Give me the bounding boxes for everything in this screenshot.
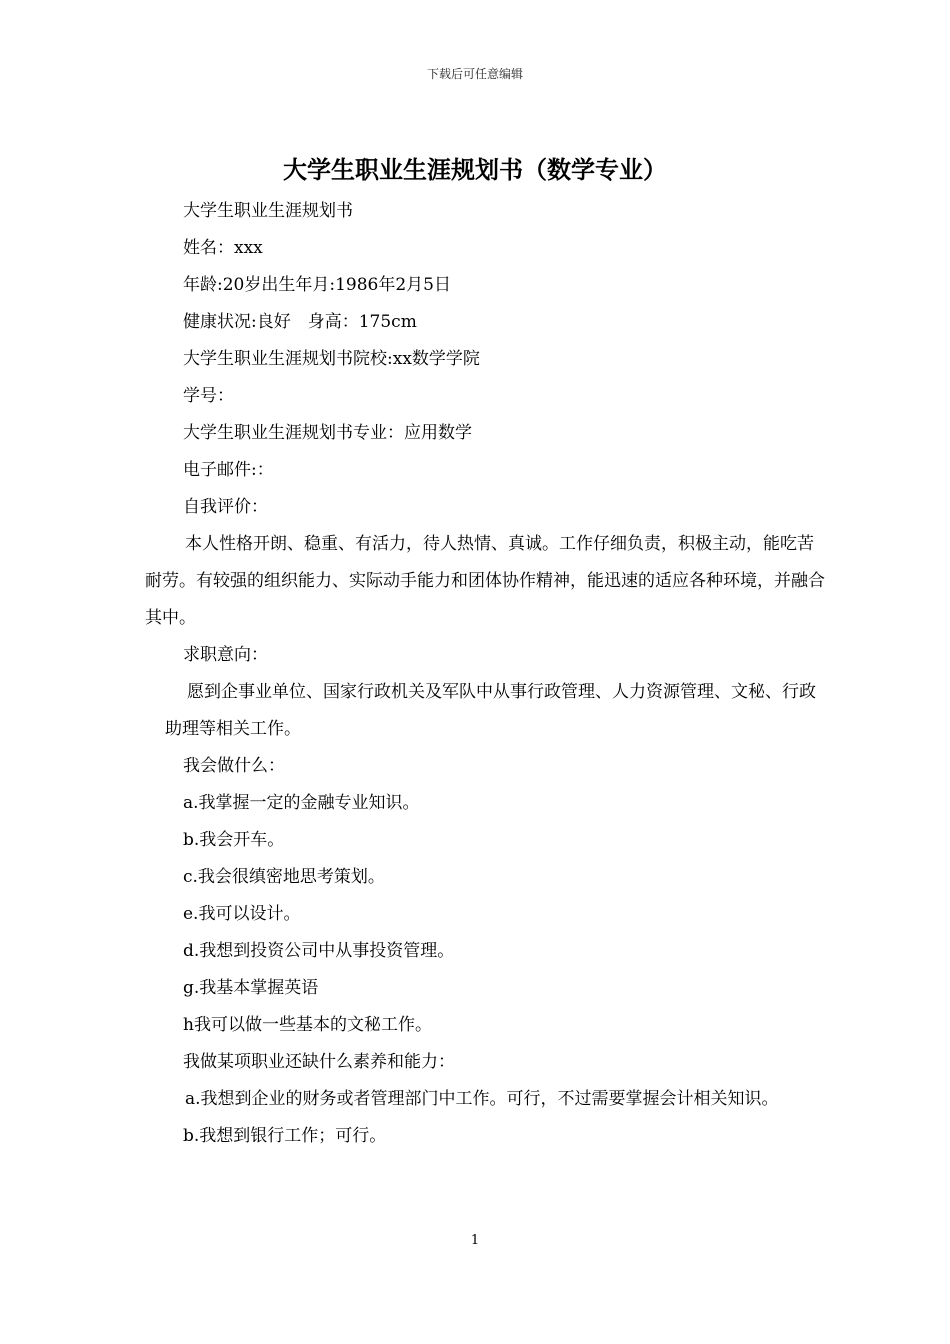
paragraph: 愿到企事业单位、国家行政机关及军队中从事行政管理、人力资源管理、文秘、行政助理等相关工作。 xyxy=(165,682,816,739)
paragraph: 我做某项职业还缺什么素养和能力： xyxy=(183,1052,455,1072)
paragraph: 我会做什么： xyxy=(183,756,285,776)
paragraph: 学号： xyxy=(183,386,234,406)
paragraph: c.我会很缜密地思考策划。 xyxy=(183,867,385,887)
paragraph: 健康状况:良好 身高：175cm xyxy=(183,312,417,332)
paragraph: e.我可以设计。 xyxy=(183,904,301,924)
paragraph: a.我掌握一定的金融专业知识。 xyxy=(183,793,420,813)
paragraph: b.我想到银行工作；可行。 xyxy=(183,1126,387,1146)
paragraph: 姓名：xxx xyxy=(183,238,263,258)
page-header-note: 下载后可任意编辑 xyxy=(426,67,523,81)
paragraph: b.我会开车。 xyxy=(183,830,285,850)
paragraph: a.我想到企业的财务或者管理部门中工作。可行，不过需要掌握会计相关知识。 xyxy=(185,1089,779,1109)
paragraph: 自我评价： xyxy=(183,497,268,517)
paragraph: h我可以做一些基本的文秘工作。 xyxy=(183,1015,432,1035)
paragraph: 本人性格开朗、稳重、有活力，待人热情、真诚。工作仔细负责，积极主动，能吃苦耐劳。有较强的组织能力、实际动手能力和团体协作精神，能迅速的适应各种环境，并融合其中。 xyxy=(145,534,825,628)
paragraph: 大学生职业生涯规划书院校:xx数学学院 xyxy=(183,349,480,369)
paragraph: 求职意向： xyxy=(183,645,268,665)
paragraph: 电子邮件:： xyxy=(183,460,274,480)
document-body xyxy=(145,193,825,1155)
paragraph: d.我想到投资公司中从事投资管理。 xyxy=(183,941,455,961)
paragraph: 年龄:20岁出生年月:1986年2月5日 xyxy=(183,275,451,295)
document-title: 大学生职业生涯规划书（数学专业） xyxy=(283,155,667,184)
paragraph: 大学生职业生涯规划书 xyxy=(183,201,353,221)
paragraph: g.我基本掌握英语 xyxy=(183,978,319,998)
paragraph: 大学生职业生涯规划书专业：应用数学 xyxy=(183,423,472,443)
page-number: 1 xyxy=(470,1233,480,1248)
